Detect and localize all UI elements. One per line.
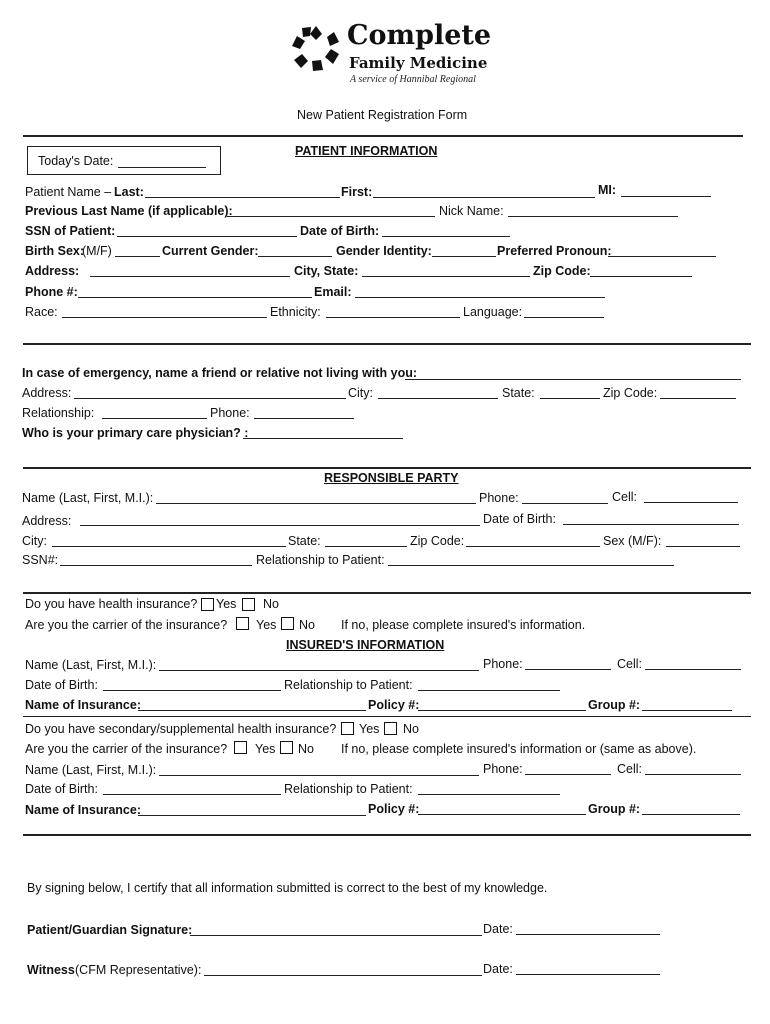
- emergency-address-field[interactable]: [74, 398, 346, 399]
- secondary-insurance-question: Do you have secondary/supplemental health insurance?: [25, 722, 337, 736]
- carrier-question: Are you the carrier of the insurance?: [25, 618, 228, 632]
- rp-city-label: City:: [22, 534, 47, 548]
- witness-signature-field[interactable]: [204, 975, 482, 976]
- phone-field[interactable]: [78, 297, 312, 298]
- insured-phone-field[interactable]: [525, 669, 611, 670]
- secondary-insurance-name-field[interactable]: [138, 815, 366, 816]
- zip-label: Zip Code:: [533, 264, 591, 278]
- logo-tagline: A service of Hannibal Regional: [350, 74, 476, 85]
- divider: [23, 467, 751, 469]
- insurance-name-field[interactable]: [138, 710, 366, 711]
- insured-dob-label: Date of Birth:: [25, 678, 98, 692]
- zip-field[interactable]: [590, 276, 692, 277]
- secondary-no-checkbox[interactable]: [384, 722, 397, 735]
- secondary-carrier-note: If no, please complete insured's information or (same as above).: [341, 742, 697, 756]
- phone-label: Phone #:: [25, 285, 78, 299]
- birth-sex-label: Birth Sex:: [25, 244, 85, 258]
- previous-last-name-label: Previous Last Name (if applicable):: [25, 204, 233, 218]
- logo-subtitle: Family Medicine: [349, 54, 488, 72]
- insured-relationship-field[interactable]: [418, 690, 560, 691]
- ssn-label: SSN of Patient:: [25, 224, 116, 238]
- secondary-dob-label: Date of Birth:: [25, 782, 98, 796]
- logo-icon: [289, 24, 343, 74]
- rp-cell-field[interactable]: [644, 502, 738, 503]
- dob-field[interactable]: [382, 236, 510, 237]
- secondary-yes-label: Yes: [359, 722, 380, 736]
- insured-name-label: Name (Last, First, M.I.):: [25, 658, 157, 672]
- divider: [23, 135, 743, 137]
- patient-signature-label: Patient/Guardian Signature:: [27, 923, 193, 937]
- patient-signature-field[interactable]: [190, 935, 482, 936]
- secondary-insurance-name-label: Name of Insurance:: [25, 803, 142, 817]
- rp-zip-field[interactable]: [466, 546, 600, 547]
- current-gender-field[interactable]: [258, 256, 332, 257]
- emergency-contact-prompt: In case of emergency, name a friend or relative not living with you:: [22, 366, 418, 380]
- secondary-carrier-yes-label: Yes: [255, 742, 276, 756]
- secondary-no-label: No: [403, 722, 419, 736]
- policy-label: Policy #:: [368, 698, 420, 712]
- nick-name-field[interactable]: [508, 216, 678, 217]
- divider: [23, 716, 751, 717]
- secondary-phone-field[interactable]: [525, 774, 611, 775]
- rp-address-field[interactable]: [80, 525, 480, 526]
- secondary-cell-label: Cell:: [617, 762, 643, 776]
- logo-title: Complete: [347, 20, 492, 51]
- address-label: Address:: [25, 264, 80, 278]
- pcp-label: Who is your primary care physician? :: [22, 426, 249, 440]
- carrier-no-checkbox[interactable]: [281, 617, 294, 630]
- rp-relationship-field[interactable]: [388, 565, 674, 566]
- emergency-relationship-field[interactable]: [102, 418, 207, 419]
- has-insurance-question: Do you have health insurance?: [25, 597, 198, 611]
- race-field[interactable]: [62, 317, 267, 318]
- rp-city-field[interactable]: [52, 546, 286, 547]
- rp-dob-field[interactable]: [563, 524, 739, 525]
- secondary-policy-label: Policy #:: [368, 802, 420, 816]
- group-label: Group #:: [588, 698, 641, 712]
- has-insurance-yes-checkbox[interactable]: [201, 598, 214, 611]
- policy-field[interactable]: [418, 710, 586, 711]
- patient-name-label: Patient Name –: [25, 185, 112, 199]
- patient-info-heading: PATIENT INFORMATION: [295, 144, 438, 158]
- mi-label: MI:: [598, 183, 617, 197]
- has-insurance-no-checkbox[interactable]: [242, 598, 255, 611]
- responsible-party-heading: RESPONSIBLE PARTY: [324, 471, 459, 485]
- city-state-field[interactable]: [362, 276, 530, 277]
- pcp-field[interactable]: [243, 438, 403, 439]
- divider: [23, 343, 751, 345]
- preferred-pronoun-field[interactable]: [608, 256, 716, 257]
- rp-state-field[interactable]: [325, 546, 407, 547]
- secondary-name-label: Name (Last, First, M.I.):: [25, 763, 157, 777]
- rp-cell-label: Cell:: [612, 490, 638, 504]
- carrier-yes-checkbox[interactable]: [236, 617, 249, 630]
- emergency-phone-field[interactable]: [254, 418, 354, 419]
- secondary-carrier-no-checkbox[interactable]: [280, 741, 293, 754]
- dob-label: Date of Birth:: [300, 224, 380, 238]
- secondary-carrier-yes-checkbox[interactable]: [234, 741, 247, 754]
- secondary-name-field[interactable]: [159, 775, 479, 776]
- emergency-phone-label: Phone:: [210, 406, 250, 420]
- current-gender-label: Current Gender:: [162, 244, 259, 258]
- mi-field[interactable]: [621, 196, 711, 197]
- birth-sex-options: (M/F): [82, 244, 112, 258]
- carrier-yes-label: Yes: [256, 618, 277, 632]
- language-label: Language:: [463, 305, 523, 319]
- todays-date-label: Today's Date:: [38, 154, 114, 168]
- emergency-state-label: State:: [502, 386, 535, 400]
- emergency-city-label: City:: [348, 386, 373, 400]
- secondary-dob-field[interactable]: [103, 794, 281, 795]
- nick-name-label: Nick Name:: [439, 204, 504, 218]
- first-name-field[interactable]: [373, 197, 595, 198]
- emergency-state-field[interactable]: [540, 398, 600, 399]
- insured-phone-label: Phone:: [483, 657, 523, 671]
- rp-relationship-label: Relationship to Patient:: [256, 553, 385, 567]
- witness-date-label: Date:: [483, 962, 513, 976]
- patient-sig-date-field[interactable]: [516, 934, 660, 935]
- address-field[interactable]: [90, 276, 290, 277]
- certify-statement: By signing below, I certify that all information submitted is correct to the best of my knowledge.: [27, 881, 548, 895]
- rp-dob-label: Date of Birth:: [483, 512, 556, 526]
- first-label: First:: [341, 185, 373, 199]
- secondary-carrier-question: Are you the carrier of the insurance?: [25, 742, 228, 756]
- rp-name-field[interactable]: [156, 503, 476, 504]
- city-state-label: City, State:: [294, 264, 359, 278]
- emergency-zip-label: Zip Code:: [603, 386, 658, 400]
- insured-name-field[interactable]: [159, 670, 479, 671]
- witness-label: Witness: [27, 963, 75, 977]
- birth-sex-field[interactable]: [115, 256, 160, 257]
- insurance-name-label: Name of Insurance:: [25, 698, 142, 712]
- email-label: Email:: [314, 285, 352, 299]
- secondary-group-field[interactable]: [642, 814, 740, 815]
- gender-identity-label: Gender Identity:: [336, 244, 432, 258]
- secondary-relationship-field[interactable]: [418, 794, 560, 795]
- form-title: New Patient Registration Form: [297, 108, 468, 122]
- email-field[interactable]: [355, 297, 605, 298]
- previous-last-name-field[interactable]: [227, 216, 435, 217]
- has-insurance-no-label: No: [263, 597, 279, 611]
- divider: [23, 592, 751, 594]
- rp-zip-label: Zip Code:: [410, 534, 465, 548]
- carrier-note: If no, please complete insured's information.: [341, 618, 586, 632]
- todays-date-field[interactable]: [118, 167, 206, 168]
- emergency-relationship-label: Relationship:: [22, 406, 95, 420]
- rp-ssn-label: SSN#:: [22, 553, 59, 567]
- rp-sex-field[interactable]: [666, 546, 740, 547]
- group-field[interactable]: [642, 710, 732, 711]
- rp-name-label: Name (Last, First, M.I.):: [22, 491, 154, 505]
- insured-relationship-label: Relationship to Patient:: [284, 678, 413, 692]
- ethnicity-label: Ethnicity:: [270, 305, 321, 319]
- divider: [23, 834, 751, 836]
- witness-date-field[interactable]: [516, 974, 660, 975]
- ethnicity-field[interactable]: [326, 317, 460, 318]
- secondary-phone-label: Phone:: [483, 762, 523, 776]
- preferred-pronoun-label: Preferred Pronoun:: [497, 244, 612, 258]
- emergency-contact-name-field[interactable]: [405, 379, 741, 380]
- carrier-no-label: No: [299, 618, 315, 632]
- rp-address-label: Address:: [22, 514, 72, 528]
- emergency-city-field[interactable]: [378, 398, 498, 399]
- rp-state-label: State:: [288, 534, 321, 548]
- secondary-relationship-label: Relationship to Patient:: [284, 782, 413, 796]
- has-insurance-yes-label: Yes: [216, 597, 237, 611]
- rp-ssn-field[interactable]: [60, 565, 252, 566]
- emergency-address-label: Address:: [22, 386, 72, 400]
- rp-phone-label: Phone:: [479, 491, 519, 505]
- emergency-zip-field[interactable]: [660, 398, 736, 399]
- last-label: Last:: [114, 185, 144, 199]
- language-field[interactable]: [524, 317, 604, 318]
- insured-cell-field[interactable]: [645, 669, 741, 670]
- ssn-field[interactable]: [117, 236, 297, 237]
- rp-phone-field[interactable]: [522, 503, 608, 504]
- secondary-policy-field[interactable]: [418, 814, 586, 815]
- secondary-carrier-no-label: No: [298, 742, 314, 756]
- insured-dob-field[interactable]: [103, 690, 281, 691]
- gender-identity-field[interactable]: [432, 256, 496, 257]
- insureds-info-heading: INSURED'S INFORMATION: [286, 638, 445, 652]
- rp-sex-label: Sex (M/F):: [603, 534, 662, 548]
- secondary-cell-field[interactable]: [645, 774, 741, 775]
- patient-sig-date-label: Date:: [483, 922, 513, 936]
- secondary-group-label: Group #:: [588, 802, 641, 816]
- race-label: Race:: [25, 305, 58, 319]
- last-name-field[interactable]: [145, 197, 340, 198]
- secondary-yes-checkbox[interactable]: [341, 722, 354, 735]
- witness-role-label: (CFM Representative):: [75, 963, 202, 977]
- insured-cell-label: Cell:: [617, 657, 643, 671]
